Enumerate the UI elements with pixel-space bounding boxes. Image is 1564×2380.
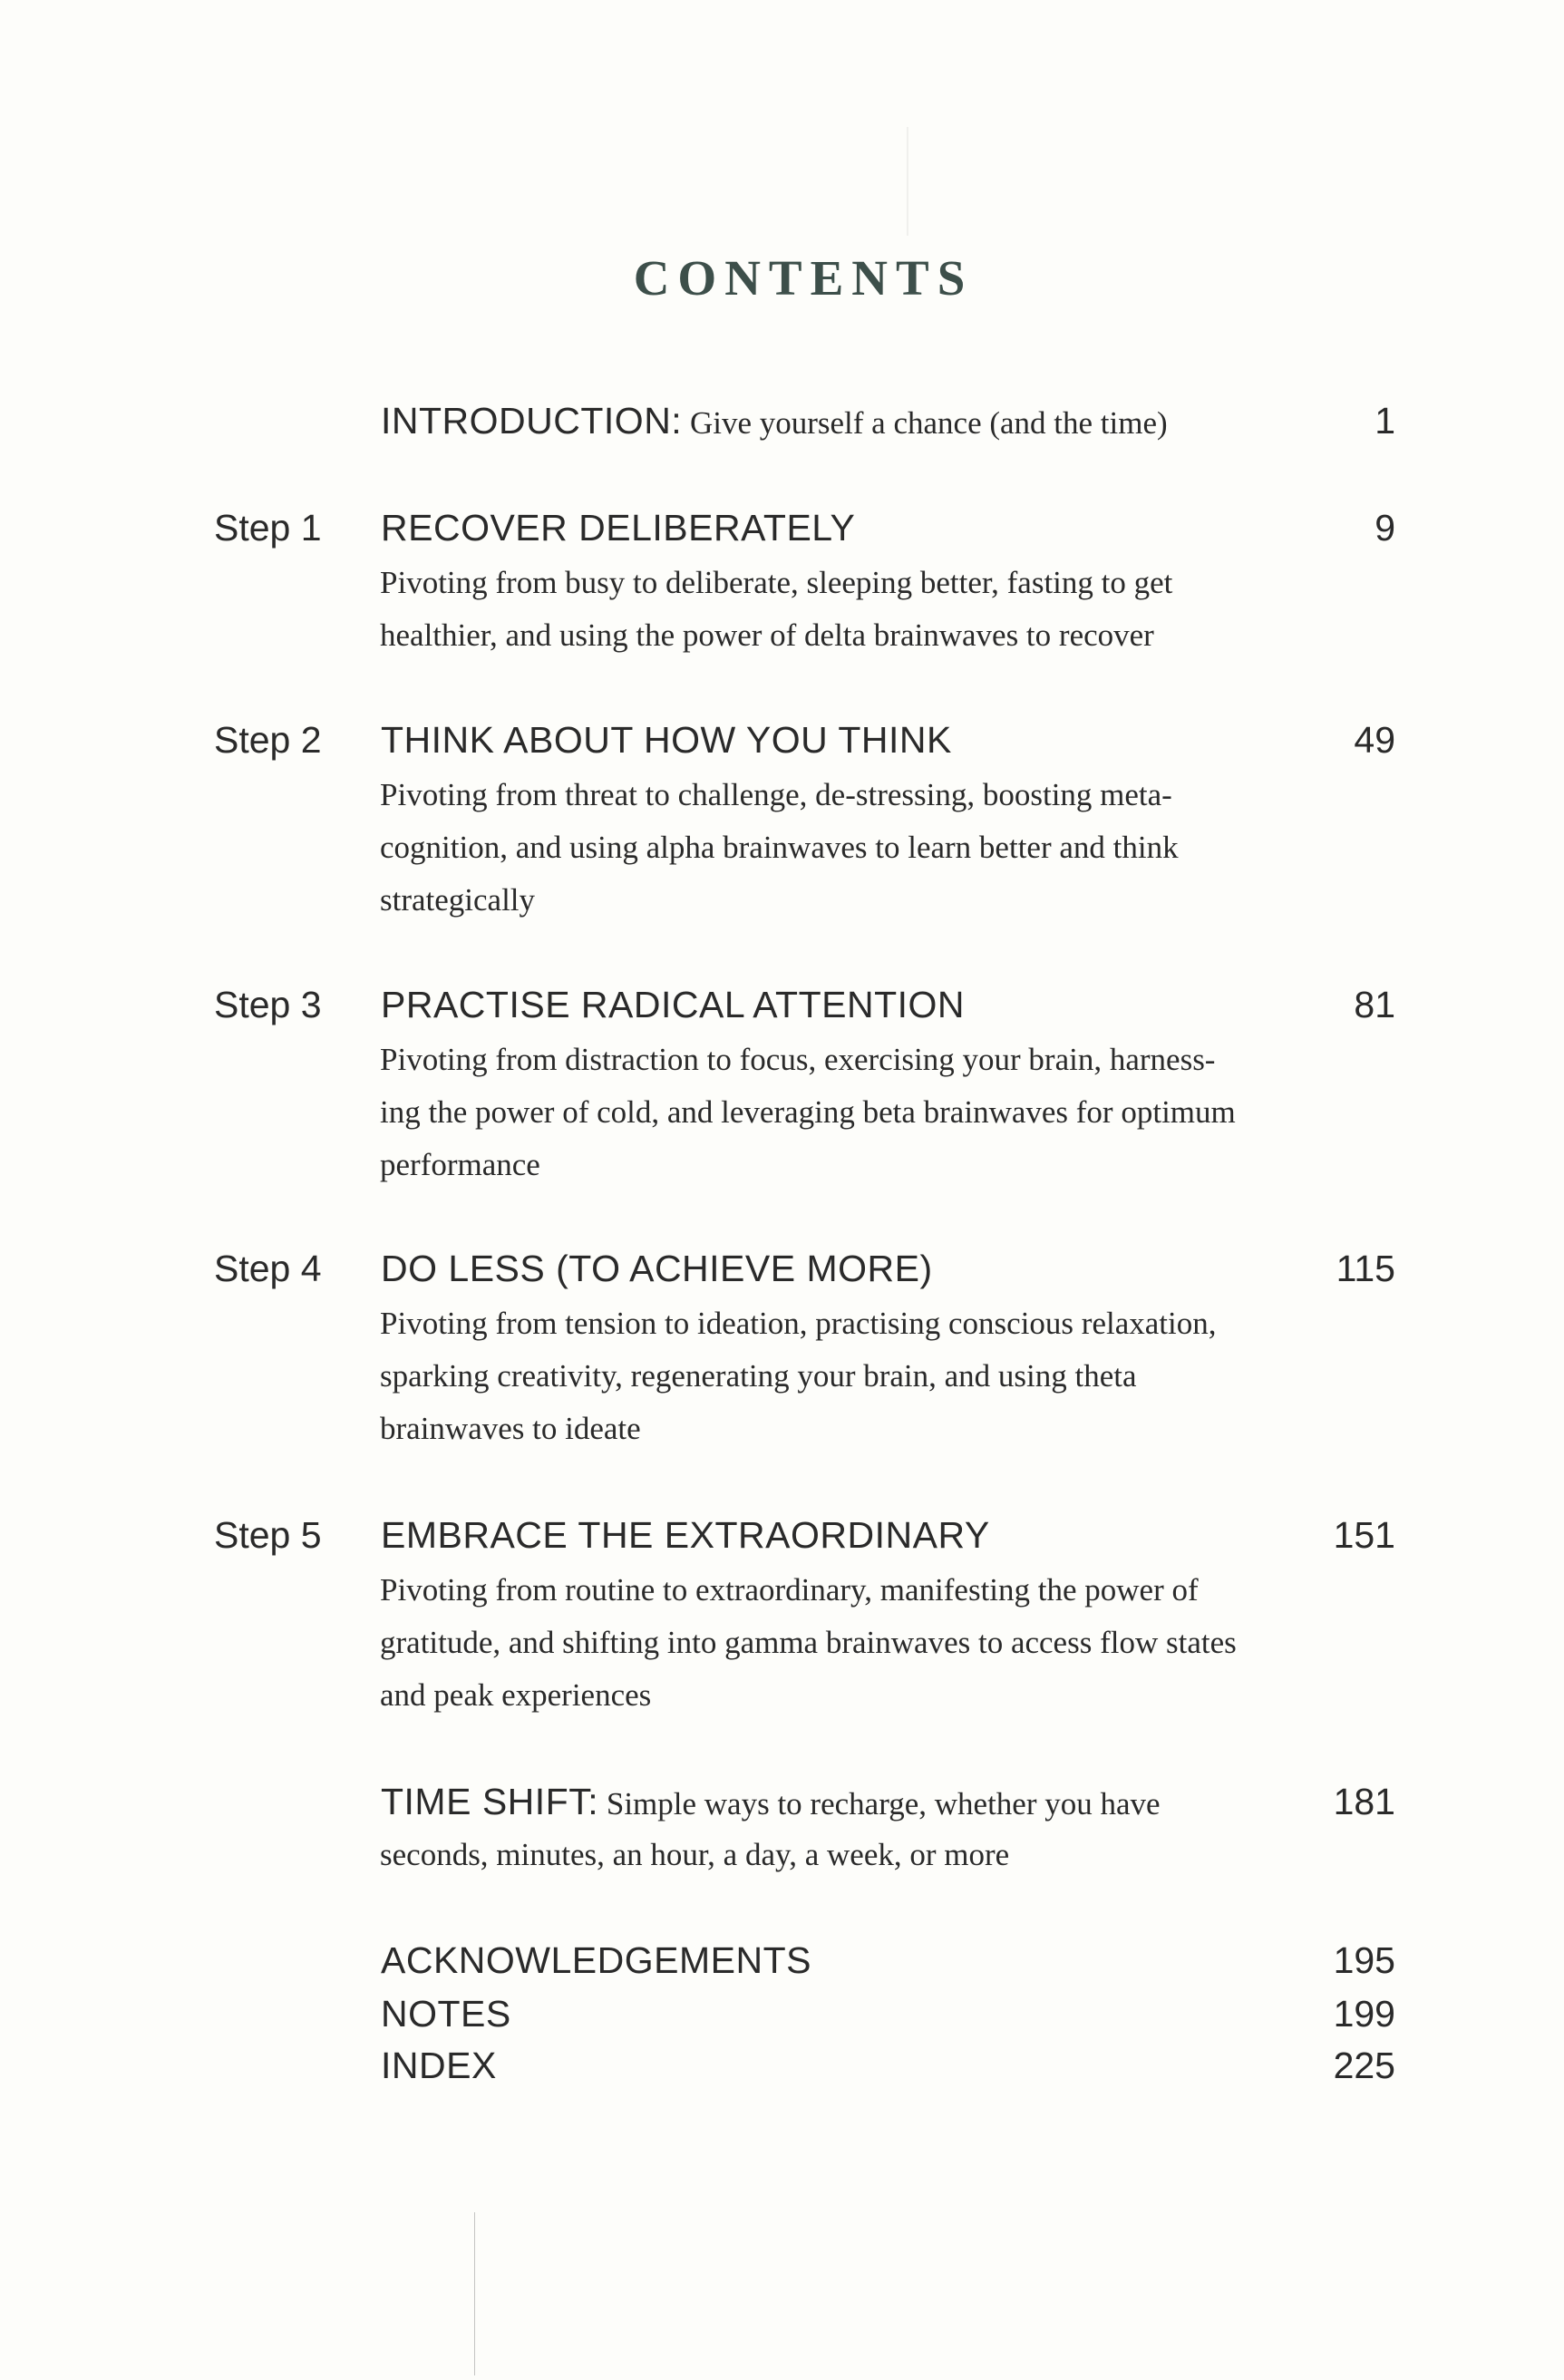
page-number: 1: [1375, 400, 1395, 442]
step-description-line: sparking creativity, regenerating your brain, and using theta: [380, 1358, 1137, 1394]
time-shift-heading: TIME SHIFT:: [381, 1781, 599, 1822]
scan-artifact: [907, 127, 908, 236]
step-label: Step 2: [214, 719, 322, 761]
step-label: Step 3: [214, 984, 322, 1025]
page-number: 81: [1354, 984, 1395, 1025]
introduction-heading: INTRODUCTION:: [381, 400, 683, 442]
step-description-line: Pivoting from threat to challenge, de-stressing, boosting meta-: [380, 777, 1172, 812]
page-number: 115: [1336, 1248, 1395, 1289]
page-number: 151: [1333, 1514, 1395, 1556]
step-label: Step 4: [214, 1248, 322, 1289]
step-description-line: gratitude, and shifting into gamma brainwaves to access flow states: [380, 1625, 1237, 1660]
step-description-line: cognition, and using alpha brainwaves to learn better and think: [380, 830, 1179, 865]
step-description-line: Pivoting from routine to extraordinary, manifesting the power of: [380, 1572, 1199, 1608]
step-description-line: and peak experiences: [380, 1677, 652, 1713]
scan-artifact: [474, 2212, 475, 2375]
step-description-line: healthier, and using the power of delta brainwaves to recover: [380, 617, 1154, 653]
time-shift-continuation: seconds, minutes, an hour, a day, a week, or more: [380, 1837, 1010, 1872]
page-number: 225: [1333, 2045, 1395, 2086]
step-title: EMBRACE THE EXTRAORDINARY: [381, 1514, 990, 1556]
introduction-subtitle: Give yourself a chance (and the time): [682, 405, 1168, 441]
step-title: PRACTISE RADICAL ATTENTION: [381, 984, 966, 1025]
step-label: Step 5: [214, 1514, 322, 1556]
step-title: THINK ABOUT HOW YOU THINK: [381, 719, 952, 761]
step-description-line: ing the power of cold, and leveraging beta brainwaves for optimum: [380, 1094, 1236, 1130]
toc-entry-heading: [381, 400, 1168, 442]
step-label: Step 1: [214, 507, 322, 549]
page-number: 195: [1333, 1939, 1395, 1981]
step-description-line: strategically: [380, 882, 536, 918]
step-title: RECOVER DELIBERATELY: [381, 507, 856, 549]
page-number: 49: [1354, 719, 1395, 761]
step-description-line: Pivoting from distraction to focus, exercising your brain, harness-: [380, 1042, 1216, 1077]
toc-entry-heading: [381, 1783, 1161, 1821]
page-title: CONTENTS: [633, 250, 974, 306]
page-number: 9: [1375, 507, 1395, 549]
time-shift-subtitle: Simple ways to recharge, whether you have: [598, 1786, 1161, 1821]
back-matter-title: INDEX: [381, 2045, 497, 2086]
page-number: 181: [1333, 1781, 1395, 1822]
back-matter-title: NOTES: [381, 1993, 511, 2035]
step-description-line: performance: [380, 1147, 540, 1182]
step-description-line: Pivoting from tension to ideation, practising conscious relaxation,: [380, 1306, 1217, 1341]
step-title: DO LESS (TO ACHIEVE MORE): [381, 1248, 933, 1289]
step-description-line: brainwaves to ideate: [380, 1411, 641, 1446]
back-matter-title: ACKNOWLEDGEMENTS: [381, 1939, 811, 1981]
step-description-line: Pivoting from busy to deliberate, sleeping better, fasting to get: [380, 565, 1173, 600]
page-number: 199: [1333, 1993, 1395, 2035]
